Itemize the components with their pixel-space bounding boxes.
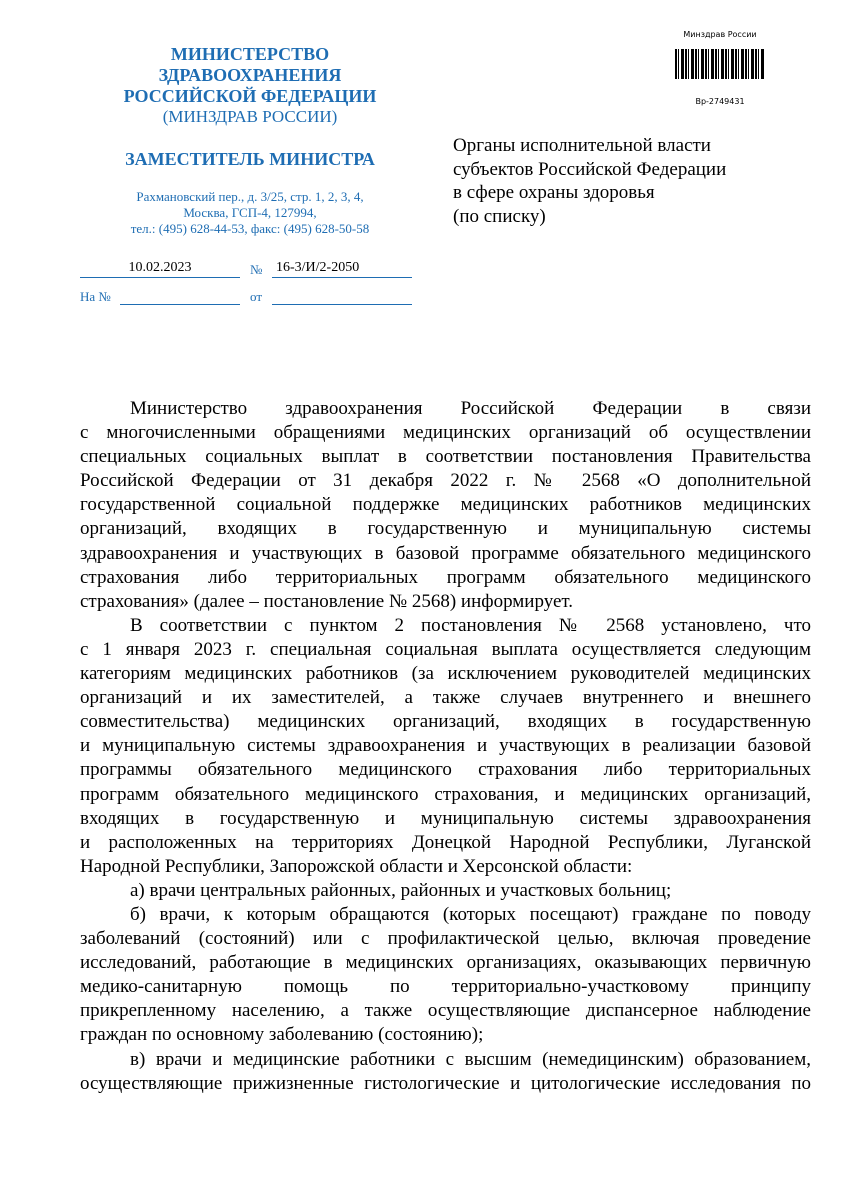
reference-label: На №	[80, 289, 111, 304]
list-item: б) врачи, к которым обращаются (которых посещают) граждане по поводу	[130, 903, 811, 925]
org-name-line: МИНИСТЕРСТВО	[170, 44, 330, 64]
body-line: Министерство здравоохранения Российской Федерации в связи	[130, 398, 811, 419]
recipient-line: Органы исполнительной власти	[453, 135, 711, 156]
body-line: Народной Республики, Запорожской области и Херсонской области:	[80, 855, 633, 877]
stamp-org: Минздрав России	[683, 30, 757, 39]
org-name-line: РОССИЙСКОЙ ФЕДЕРАЦИИ	[123, 86, 377, 106]
recipient-line: субъектов Российской Федерации	[453, 158, 727, 180]
body-line: организаций и их заместителей, а также случаев внутреннего и внешнего	[80, 687, 811, 709]
body-line: страхования» (далее – постановление № 2568) информирует.	[80, 590, 574, 612]
reference-date-field	[272, 287, 412, 305]
letterhead	[80, 44, 420, 127]
registration-stamp	[650, 30, 790, 106]
registration-number: Вр-2749431	[695, 97, 745, 106]
body-line: здравоохранения и участвующих в базовой программе обязательного медицинского	[80, 542, 811, 564]
body-line: совместительства) медицинских организаций, входящих в государственную	[80, 711, 811, 733]
recipient-line: (по списку)	[453, 205, 546, 227]
reference-number-field	[120, 287, 240, 305]
body-line: и расположенных на территориях Донецкой Народной Республики, Луганской	[80, 831, 811, 853]
address-line: Рахмановский пер., д. 3/25, стр. 1, 2, 3, 4,	[136, 189, 364, 204]
list-item: в) врачи и медицинские работники с высшим (немедицинским) образованием,	[130, 1048, 811, 1070]
body-line: программ обязательного медицинского страхования, и медицинских организаций,	[80, 783, 811, 805]
body-line: страхования либо территориальных программ обязательного медицинского	[80, 566, 811, 588]
document-number: 16-3/И/2-2050	[272, 260, 412, 278]
letter-body	[80, 397, 811, 1096]
body-line: специальных социальных выплат в соответствии постановления Правительства	[80, 446, 811, 468]
signatory-position: ЗАМЕСТИТЕЛЬ МИНИСТРА	[125, 149, 375, 169]
body-line: государственной социальной поддержке медицинских работников медицинских	[80, 494, 811, 516]
body-line: прикрепленному населению, а также осуществляющие диспансерное наблюдение	[80, 1000, 811, 1022]
body-line: с многочисленными обращениями медицинских организаций об осуществлении	[80, 422, 811, 444]
body-line: программы обязательного медицинского страхования либо территориальных	[80, 759, 811, 781]
org-address	[80, 189, 420, 237]
org-short-name: (МИНЗДРАВ РОССИИ)	[162, 107, 338, 126]
body-line: с 1 января 2023 г. специальная социальная выплата осуществляется следующим	[80, 638, 811, 660]
address-line: Москва, ГСП-4, 127994,	[183, 205, 317, 220]
contact-line: тел.: (495) 628-44-53, факс: (495) 628-50-58	[130, 221, 370, 236]
body-line: организаций, входящих в государственную и муниципальную системы	[80, 518, 811, 540]
reference-date-label: от	[250, 289, 263, 304]
body-line: заболеваний (состояний) или с профилактической целью, включая проведение	[80, 928, 811, 950]
body-line: категориям медицинских работников (за исключением руководителей медицинских	[80, 663, 811, 685]
body-line: и муниципальную системы здравоохранения и участвующих в реализации базовой	[80, 735, 811, 757]
org-name-line: ЗДРАВООХРАНЕНИЯ	[158, 65, 342, 85]
list-item: а) врачи центральных районных, районных и участковых больниц;	[130, 879, 672, 901]
document-date: 10.02.2023	[80, 260, 240, 278]
body-line: медико-санитарную помощь по территориально-участковому принципу	[80, 976, 811, 998]
body-line: осуществляющие прижизненные гистологические и цитологические исследования по	[80, 1072, 811, 1094]
body-line: входящих в государственную и муниципальную системы здравоохранения	[80, 807, 811, 829]
body-line: Российской Федерации от 31 декабря 2022 г. № 2568 «О дополнительной	[80, 470, 811, 492]
barcode-icon	[675, 49, 765, 79]
body-line: В соответствии с пунктом 2 постановления № 2568 установлено, что	[130, 614, 811, 636]
number-label: №	[250, 262, 263, 277]
recipient-line: в сфере охраны здоровья	[453, 182, 655, 203]
recipient-block	[453, 134, 726, 228]
body-line: исследований, работающие в медицинских организациях, оказывающих первичную	[80, 952, 811, 974]
body-line: граждан по основному заболеванию (состоянию);	[80, 1024, 484, 1046]
